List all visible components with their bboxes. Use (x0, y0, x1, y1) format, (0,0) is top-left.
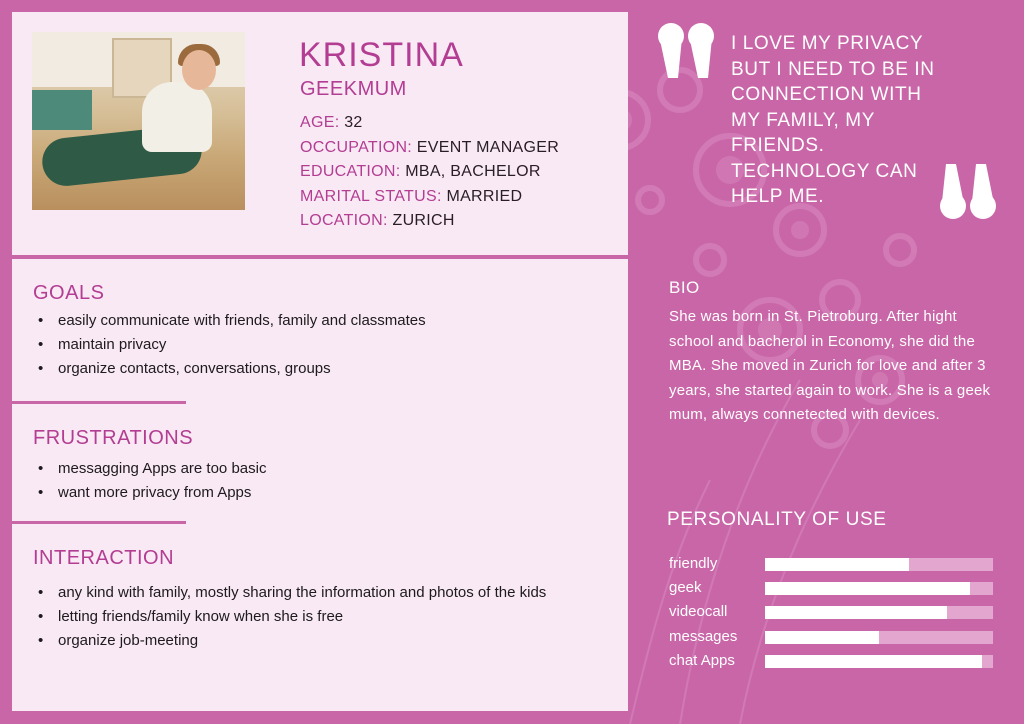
list-item: • letting friends/family know when she is free (38, 605, 578, 629)
list-item: • organize job-meeting (38, 629, 578, 653)
persona-quote: I LOVE MY PRIVACY BUT I NEED TO BE IN CONNECTION WITH MY FAMILY, MY FRIENDS. TECHNOLOGY CAN HELP ME. (731, 33, 935, 207)
fact-label: MARITAL STATUS: (300, 187, 442, 205)
personality-bar-fill (765, 655, 982, 668)
personality-bar-fill (765, 631, 879, 644)
section-divider (12, 401, 186, 404)
personality-title: PERSONALITY OF USE (667, 509, 887, 530)
persona-nickname: GEEKMUM (300, 78, 407, 100)
persona-name: KRISTINA (299, 36, 464, 74)
fact-value: MARRIED (446, 187, 523, 205)
personality-list (669, 552, 999, 673)
fact-location (300, 209, 559, 234)
personality-row (669, 625, 999, 649)
section-divider (12, 521, 186, 524)
persona-facts (300, 111, 559, 234)
personality-row (669, 600, 999, 624)
personality-bar-track (765, 631, 993, 644)
open-quote-icon (656, 20, 718, 82)
fact-label: AGE: (300, 114, 340, 131)
personality-label: friendly (669, 555, 718, 572)
personality-bar-track (765, 582, 993, 595)
profile-photo (32, 32, 245, 210)
personality-bar-track (765, 655, 993, 668)
list-item: • want more privacy from Apps (38, 481, 266, 505)
bio-title: BIO (669, 278, 700, 297)
personality-bar-track (765, 558, 993, 571)
personality-bar-fill (765, 582, 970, 595)
fact-label: OCCUPATION: (300, 138, 413, 156)
fact-marital-status (300, 185, 559, 210)
list-item: • messagging Apps are too basic (38, 457, 266, 481)
close-quote-icon (938, 160, 1000, 222)
fact-label: LOCATION: (300, 212, 388, 229)
list-item: • maintain privacy (38, 333, 426, 357)
fact-value: ZURICH (392, 212, 455, 229)
fact-value: 32 (344, 114, 363, 131)
list-item: • any kind with family, mostly sharing the information and photos of the kids (38, 581, 578, 605)
goals-list (38, 309, 426, 381)
personality-label: videocall (669, 603, 728, 621)
personality-row (669, 649, 999, 673)
fact-occupation (300, 136, 559, 161)
list-item: • organize contacts, conversations, groups (38, 357, 426, 381)
interaction-title: INTERACTION (33, 547, 175, 569)
bio-text: She was born in St. Pietroburg. After hight school and bacherol in Economy, she did the MBA. She moved in Zurich for love and after 3 years, she started again to work. She is a geek mum, always connetected with devices. (669, 308, 991, 423)
personality-bar-fill (765, 558, 909, 571)
personality-label: messages (669, 627, 738, 645)
list-item: • easily communicate with friends, family and classmates (38, 309, 426, 333)
frustrations-list (38, 457, 266, 505)
goals-title: GOALS (33, 282, 105, 304)
fact-value: MBA, BACHELOR (405, 163, 541, 180)
personality-label: chat Apps (669, 651, 735, 669)
personality-row (669, 552, 999, 576)
interaction-list (38, 581, 578, 653)
fact-age (300, 111, 559, 136)
personality-bar-track (765, 606, 993, 619)
frustrations-title: FRUSTRATIONS (33, 427, 194, 449)
fact-label: EDUCATION: (300, 163, 401, 180)
fact-value: EVENT MANAGER (416, 138, 560, 156)
personality-label: geek (669, 579, 702, 597)
fact-education (300, 160, 559, 185)
personality-row (669, 576, 999, 600)
personality-bar-fill (765, 606, 947, 619)
